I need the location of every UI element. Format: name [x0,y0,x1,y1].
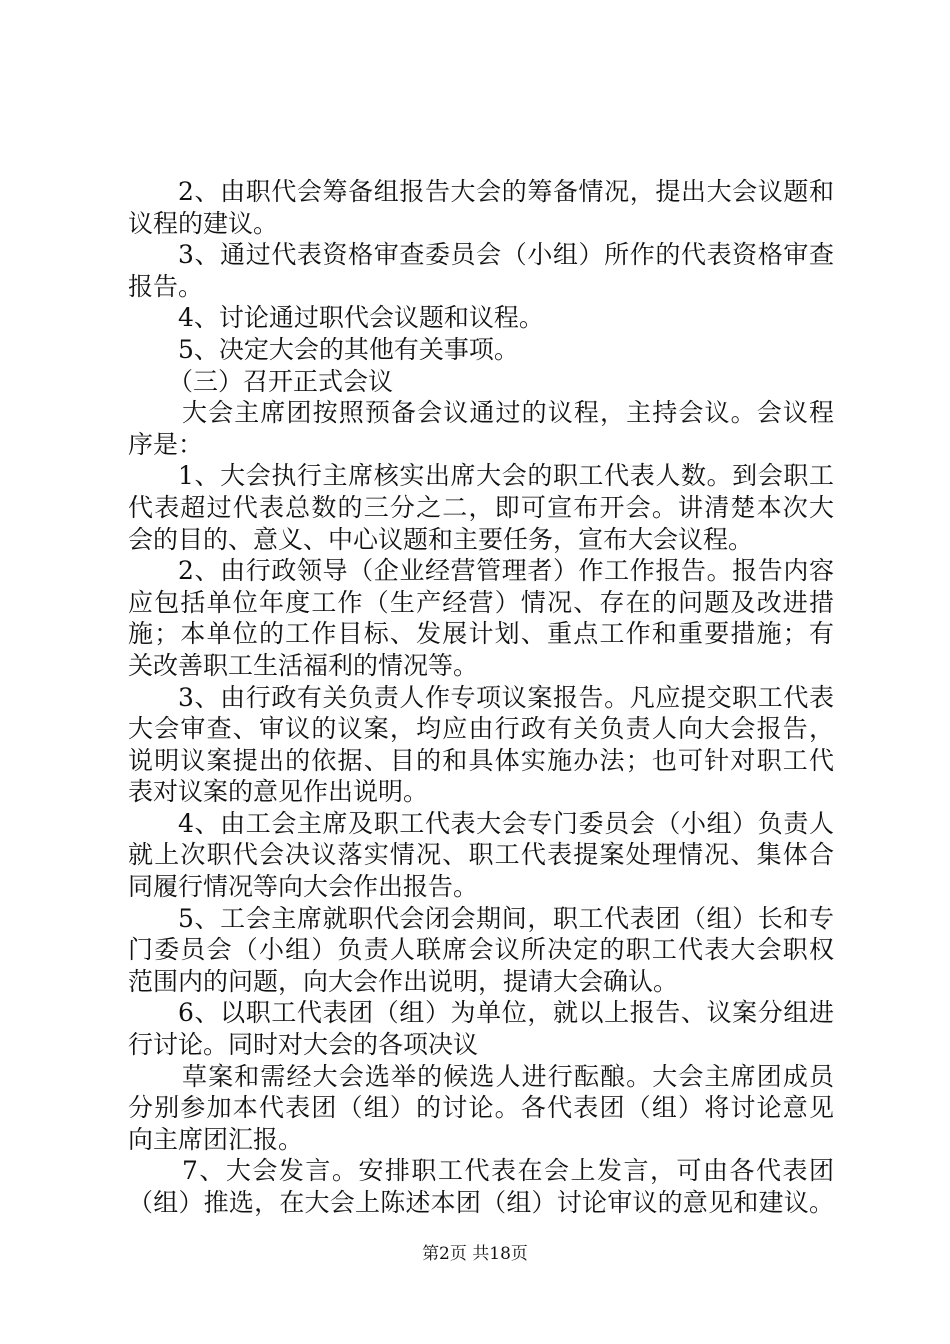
text-line: 7、大会发言。安排职工代表在会上发言，可由各代表团 [182,1156,834,1186]
page-number-footer: 第2页 共18页 [422,1244,528,1264]
text-line: 同履行情况等向大会作出报告。 [128,872,479,902]
text-line: 代表超过代表总数的三分之二，即可宣布开会。讲清楚本次大 [128,492,834,522]
text-line: 范围内的问题，向大会作出说明，提请大会确认。 [128,966,679,996]
text-line: 会的目的、意义、中心议题和主要任务，宣布大会议程。 [128,524,754,554]
text-line: 施；本单位的工作目标、发展计划、重点工作和重要措施；有 [128,619,834,649]
text-line: 2、由行政领导（企业经营管理者）作工作报告。报告内容 [178,556,834,586]
text-line: 门委员会（小组）负责人联席会议所决定的职工代表大会职权 [128,935,834,965]
text-line: 3、通过代表资格审查委员会（小组）所作的代表资格审查 [178,240,834,270]
text-line: 应包括单位年度工作（生产经营）情况、存在的问题及改进措 [128,587,834,617]
text-line: 草案和需经大会选举的候选人进行酝酿。大会主席团成员 [182,1061,834,1091]
text-line: （组）推选，在大会上陈述本团（组）讨论审议的意见和建议。 [128,1188,834,1217]
text-line: 就上次职代会决议落实情况、职工代表提案处理情况、集体合 [128,840,834,870]
text-line: 5、决定大会的其他有关事项。 [178,334,519,364]
text-line: 议程的建议。 [128,208,279,238]
text-line: 3、由行政有关负责人作专项议案报告。凡应提交职工代表 [178,682,834,712]
text-line: 行讨论。同时对大会的各项决议 [128,1030,479,1060]
document-body [128,176,834,1219]
text-line: 2、由职代会筹备组报告大会的筹备情况，提出大会议题和 [178,177,834,206]
text-line: 1、大会执行主席核实出席大会的职工代表人数。到会职工 [178,461,834,491]
text-line: 5、工会主席就职代会闭会期间，职工代表团（组）长和专 [178,903,834,933]
text-line: 分别参加本代表团（组）的讨论。各代表团（组）将讨论意见 [128,1093,834,1123]
text-line: 说明议案提出的依据、目的和具体实施办法；也可针对职工代 [128,745,834,775]
text-line: 向主席团汇报。 [128,1124,304,1154]
text-line: 4、由工会主席及职工代表大会专门委员会（小组）负责人 [178,808,834,838]
text-line: 序是： [128,429,204,459]
text-line: 4、讨论通过职代会议题和议程。 [178,303,544,333]
text-line: 关改善职工生活福利的情况等。 [128,650,479,680]
text-line: 报告。 [128,271,204,301]
text-line: 6、以职工代表团（组）为单位，就以上报告、议案分组进 [178,998,834,1028]
text-line: 大会审查、审议的议案，均应由行政有关负责人向大会报告， [128,714,834,744]
section-heading: （三）召开正式会议 [168,366,394,396]
text-line: 表对议案的意见作出说明。 [128,777,429,807]
text-line: 大会主席团按照预备会议通过的议程，主持会议。会议程 [182,398,834,428]
